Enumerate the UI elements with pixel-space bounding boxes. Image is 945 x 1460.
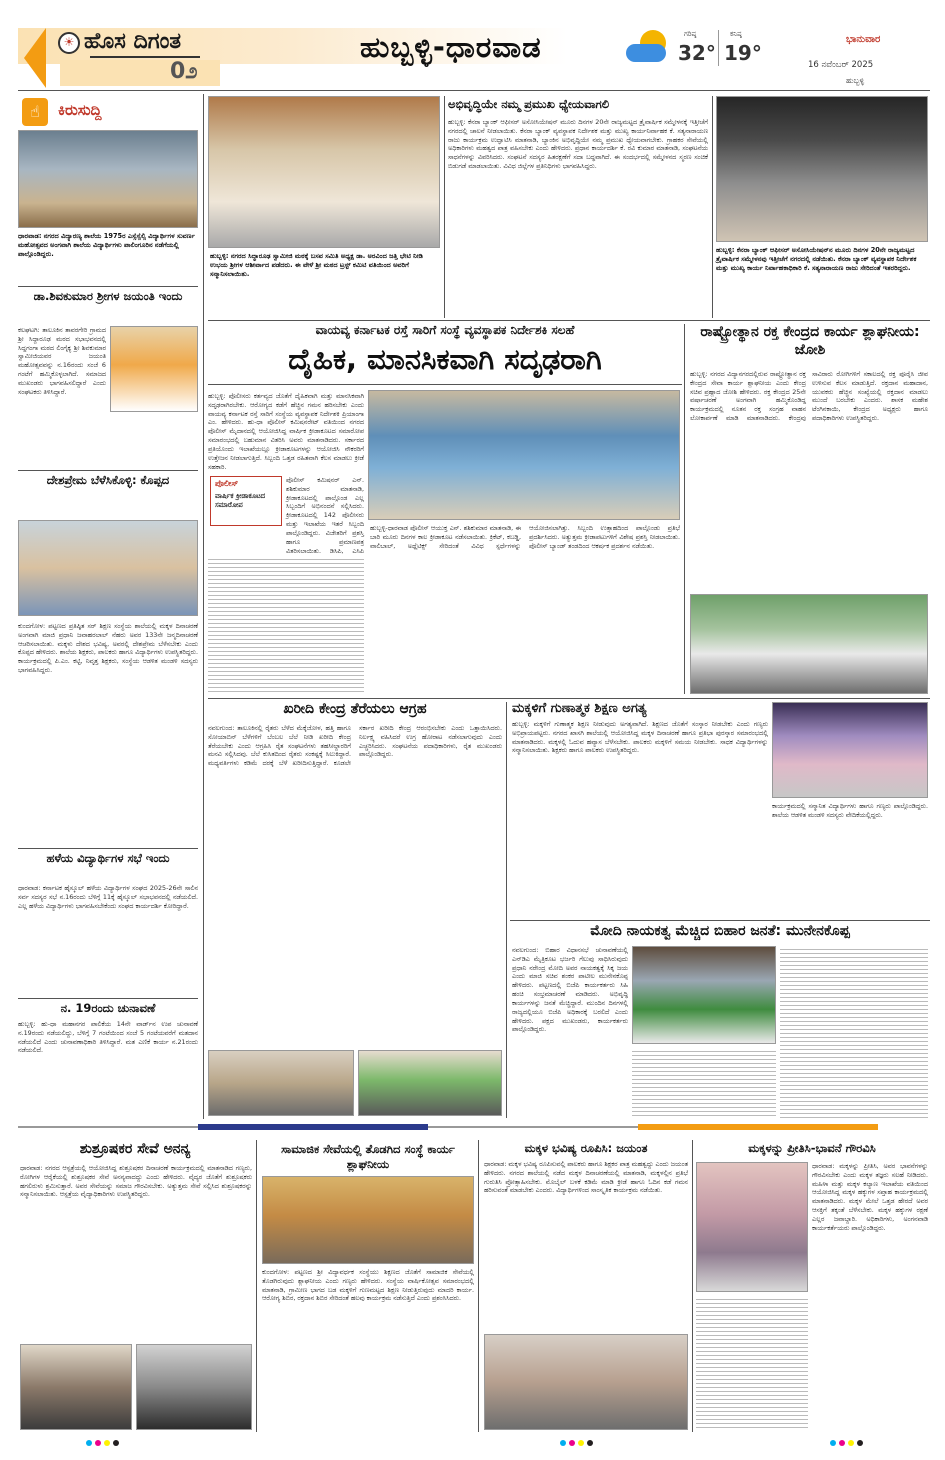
column-divider (692, 1140, 693, 1432)
education-text: ಹುಬ್ಬಳ್ಳಿ: ಮಕ್ಕಳಿಗೆ ಗುಣಾತ್ಮಕ ಶಿಕ್ಷಣ ನೀಡುವುದು ಅಗತ್ಯವಾಗಿದೆ. ಶಿಕ್ಷಣದ ಜೊತೆಗೆ ಸಂಸ್ಕಾರ ನೀಡಬೇಕು ಎಂದು ಗಣ್ಯರು ಅಭಿಪ್ರಾಯಪಟ್ಟರು. ನಗರದ ಖಾಸಗಿ ಶಾಲೆಯಲ್ಲಿ ಆಯೋಜಿಸಿದ್ದ ಮಕ್ಕಳ ದಿನಾಚರಣೆ ಹಾಗೂ ಪ್ರತಿಭಾ ಪುರಸ್ಕಾರ ಸಮಾರಂಭದಲ್ಲಿ ಮಾತನಾಡಿದರು. ಮಕ್ಕಳಲ್ಲಿ ಓದುವ ಹವ್ಯಾಸ ಬೆಳೆಸಬೇಕು. ಪಾಲಕರು ಮಕ್ಕಳಿಗೆ ಸಮಯ ನೀಡಬೇಕು. ಸಾಧಕ ವಿದ್ಯಾರ್ಥಿಗಳನ್ನು ಸನ್ಮಾನಿಸಲಾಯಿತು. ಶಿಕ್ಷಕರು ಹಾಗೂ ಪಾಲಕರು ಉಪಸ್ಥಿತರಿದ್ದರು. (512, 720, 768, 755)
masthead-date: 16 ನವೆಂಬರ್ 2025 (808, 60, 874, 70)
kirusuddi-label: ಕಿರುಸುದ್ದಿ (58, 101, 102, 119)
bottom-s4-text: ಧಾರವಾಡ: ಮಕ್ಕಳನ್ನು ಪ್ರೀತಿಸಿ, ಅವರ ಭಾವನೆಗಳನ್ನು ಗೌರವಿಸಬೇಕು ಎಂದು ಮಕ್ಕಳ ತಜ್ಞರು ಸಲಹೆ ನೀಡಿದರು. ಮಹಿಳಾ ಮತ್ತು ಮಕ್ಕಳ ಕಲ್ಯಾಣ ಇಲಾಖೆಯ ವತಿಯಿಂದ ಆಯೋಜಿಸಿದ್ದ ಮಕ್ಕಳ ಹಕ್ಕುಗಳ ಸಪ್ತಾಹ ಕಾರ್ಯಕ್ರಮದಲ್ಲಿ ಮಾತನಾಡಿದರು. ಮಕ್ಕಳ ಮೇಲೆ ಒತ್ತಡ ಹೇರದೆ ಅವರ ಆಸಕ್ತಿಗೆ ತಕ್ಕಂತೆ ಬೆಳೆಸಬೇಕು. ಮಕ್ಕಳ ಹಕ್ಕುಗಳ ರಕ್ಷಣೆ ಎಲ್ಲರ ಜವಾಬ್ದಾರಿ. ಅಧಿಕಾರಿಗಳು, ಅಂಗನವಾಡಿ ಕಾರ್ಯಕರ್ತೆಯರು ಪಾಲ್ಗೊಂಡಿದ್ದರು. (812, 1162, 928, 1232)
divider (18, 470, 198, 471)
main-text-col2: ಪೊಲೀಸ್ ಕಮಿಷನರ್ ಎನ್. ಶಶಿಕುಮಾರ ಮಾತನಾಡಿ, ಕ್ರೀಡಾಕೂಟದಲ್ಲಿ ಪಾಲ್ಗೊಂಡ ಎಲ್ಲ ಸಿಬ್ಬಂದಿಗೆ ಅಭಿನಂದನೆ ಸಲ್ಲಿಸಿದರು. ಕ್ರೀಡಾಕೂಟದಲ್ಲಿ 142 ಪೊಲೀಸರು ಮತ್ತು ಇಲಾಖೆಯ ಇತರೆ ಸಿಬ್ಬಂದಿ ಪಾಲ್ಗೊಂಡಿದ್ದರು. ವಿಜೇತರಿಗೆ ಪ್ರಶಸ್ತಿ ಹಾಗೂ ಪ್ರಮಾಣಪತ್ರ ವಿತರಿಸಲಾಯಿತು. ಡಿಸಿಪಿ, ಎಸಿಪಿ (286, 476, 364, 555)
bottom-s1-text: ಧಾರವಾಡ: ನಗರದ ಆಸ್ಪತ್ರೆಯಲ್ಲಿ ಆಯೋಜಿಸಿದ್ದ ಶುಶ್ರೂಷಕರ ದಿನಾಚರಣೆ ಕಾರ್ಯಕ್ರಮದಲ್ಲಿ ಮಾತನಾಡಿದ ಗಣ್ಯರು, ರೋಗಿಗಳ ಆರೈಕೆಯಲ್ಲಿ ಶುಶ್ರೂಷಕರ ಸೇವೆ ಅನನ್ಯವಾದದ್ದು ಎಂದು ಹೇಳಿದರು. ವೈದ್ಯರ ಜೊತೆಗೆ ಶುಶ್ರೂಷಕರು ಹಗಲಿರುಳು ಶ್ರಮಿಸುತ್ತಾರೆ. ಅವರ ಸೇವೆಯನ್ನು ಸಮಾಜ ಗೌರವಿಸಬೇಕು. ಅತ್ಯುತ್ತಮ ಸೇವೆ ಸಲ್ಲಿಸಿದ ಶುಶ್ರೂಷಕರನ್ನು ಸನ್ಮಾನಿಸಲಾಯಿತು. ಆಸ್ಪತ್ರೆಯ ವೈದ್ಯಾಧಿಕಾರಿಗಳು ಉಪಸ್ಥಿತರಿದ್ದರು. (20, 1164, 252, 1199)
purchase-centre-photo-1 (208, 1050, 354, 1116)
blood-centre-photo (690, 594, 928, 694)
page-number: 0೨ (170, 59, 198, 84)
reg-dot-cyan (86, 1440, 92, 1446)
kirusuddi-photo-1 (18, 130, 198, 228)
column-divider (478, 1140, 479, 1432)
section-rule (208, 698, 930, 699)
main-headline: ದೈಹಿಕ, ಮಾನಸಿಕವಾಗಿ ಸದೃಢರಾಗಿ (288, 342, 602, 376)
bihar-photo (632, 946, 776, 1044)
kirusuddi-item3-text: ಕುಂದಗೋಳ: ಪಟ್ಟಣದ ಪ್ರತಿಷ್ಠಿತ ಸರ್ ಶಿಕ್ಷಣ ಸಂಸ್ಥೆಯ ಶಾಲೆಯಲ್ಲಿ ಮಕ್ಕಳ ದಿನಾಚರಣೆ ಅಂಗವಾಗಿ ಮಾಜಿ ಪ್ರಧಾನಿ ಜವಾಹರಲಾಲ್ ನೆಹರು ಅವರ 133ನೇ ಜನ್ಮದಿನಾಚರಣೆ ಆಚರಿಸಲಾಯಿತು. ಮಕ್ಕಳು ದೇಶದ ಭವಿಷ್ಯ, ಅವರಲ್ಲಿ ದೇಶಪ್ರೇಮ ಬೆಳೆಸಬೇಕು ಎಂದು ಕೊಪ್ಪದ ಹೇಳಿದರು. ಶಾಲೆಯ ಶಿಕ್ಷಕರು, ಪಾಲಕರು ಹಾಗೂ ವಿದ್ಯಾರ್ಥಿಗಳು ಉಪಸ್ಥಿತರಿದ್ದರು. ಕಾರ್ಯಕ್ರಮದಲ್ಲಿ ಪಿ.ಎಂ. ಕಟ್ಟಿ, ನಿವೃತ್ತ ಶಿಕ್ಷಕರು, ಸಂಸ್ಥೆಯ ಆಡಳಿತ ಮಂಡಳಿ ಸದಸ್ಯರು ಭಾಗವಹಿಸಿದ್ದರು. (18, 622, 198, 675)
registration-dots-left (86, 1440, 119, 1446)
main-photo (368, 390, 680, 520)
reg-dot-black (587, 1440, 593, 1446)
blood-centre-text: ಹುಬ್ಬಳ್ಳಿ: ನಗರದ ವಿದ್ಯಾನಗರದಲ್ಲಿರುವ ರಾಷ್ಟ್ರೋತ್ಥಾನ ರಕ್ತ ಕೇಂದ್ರದ ಸೇವಾ ಕಾರ್ಯ ಶ್ಲಾಘನೀಯ ಎಂದು ಕೇಂದ್ರ ಸಚಿವ ಪ್ರಹ್ಲಾದ ಜೋಶಿ ಹೇಳಿದರು. ರಕ್ತ ಕೇಂದ್ರದ 25ನೇ ವರ್ಷಾಚರಣೆ ಅಂಗವಾಗಿ ಹಮ್ಮಿಕೊಂಡಿದ್ದ ಕಾರ್ಯಕ್ರಮದಲ್ಲಿ ನೂತನ ರಕ್ತ ಸಂಗ್ರಹ ವಾಹನ ಲೋಕಾರ್ಪಣೆ ಮಾಡಿ ಮಾತನಾಡಿದರು. ಕೇಂದ್ರವು ಸಾವಿರಾರು ರೋಗಿಗಳಿಗೆ ಸಕಾಲದಲ್ಲಿ ರಕ್ತ ಪೂರೈಸಿ ಜೀವ ಉಳಿಸುವ ಕೆಲಸ ಮಾಡುತ್ತಿದೆ. ರಕ್ತದಾನ ಮಹಾದಾನ, ಯುವಕರು ಹೆಚ್ಚಿನ ಸಂಖ್ಯೆಯಲ್ಲಿ ರಕ್ತದಾನ ಮಾಡಲು ಮುಂದೆ ಬರಬೇಕು ಎಂದರು. ಶಾಸಕ ಮಹೇಶ ಟೆಂಗಿನಕಾಯಿ, ಕೇಂದ್ರದ ಅಧ್ಯಕ್ಷರು ಹಾಗೂ ಪದಾಧಿಕಾರಿಗಳು ಉಪಸ್ಥಿತರಿದ್ದರು. (690, 370, 928, 423)
band-grey-mid (428, 1126, 638, 1128)
reg-dot-cyan (830, 1440, 836, 1446)
divider (18, 286, 198, 287)
masthead-day: ಭಾನುವಾರ (846, 34, 881, 45)
hand-icon: ☝ (22, 98, 48, 126)
bottom-s2-text: ಕುಂದಗೋಳ: ಪಟ್ಟಣದ ಶ್ರೀ ವಿದ್ಯಾವರ್ಧಕ ಸಂಸ್ಥೆಯು ಶಿಕ್ಷಣದ ಜೊತೆಗೆ ಸಾಮಾಜಿಕ ಸೇವೆಯಲ್ಲಿ ತೊಡಗಿರುವುದು ಶ್ಲಾಘನೀಯ ಎಂದು ಗಣ್ಯರು ಹೇಳಿದರು. ಸಂಸ್ಥೆಯ ವಾರ್ಷಿಕೋತ್ಸವ ಸಮಾರಂಭದಲ್ಲಿ ಮಾತನಾಡಿ, ಗ್ರಾಮೀಣ ಭಾಗದ ಬಡ ಮಕ್ಕಳಿಗೆ ಗುಣಮಟ್ಟದ ಶಿಕ್ಷಣ ನೀಡುತ್ತಿರುವುದು ಮಾದರಿ ಕಾರ್ಯ. ಆರೋಗ್ಯ ಶಿಬಿರ, ರಕ್ತದಾನ ಶಿಬಿರ ಸೇರಿದಂತೆ ಹಲವು ಕಾರ್ಯಕ್ರಮ ನಡೆಸುತ್ತಿದೆ ಎಂದು ಪ್ರಶಂಸಿಸಿದರು. (262, 1268, 474, 1303)
logo-tagline-line (90, 56, 200, 58)
top-photo1-caption: ಹುಬ್ಬಳ್ಳಿ: ನಗರದ ಸಿದ್ಧಾರೂಢ ಸ್ವಾಮೀಜಿ ಮಠಕ್ಕೆ ಬಸವ ಸಮಿತಿ ಅಧ್ಯಕ್ಷ ಡಾ. ಅರವಿಂದ ಜತ್ತಿ ಭೇಟಿ ನೀಡಿ ಉಭಯ ಶ್ರೀಗಳ ಆಶೀರ್ವಾದ ಪಡೆದರು. ಈ ವೇಳೆ ಶ್ರೀ ಮಠದ ಟ್ರಸ್ಟ್ ಕಮಿಟಿ ವತಿಯಿಂದ ಅವರಿಗೆ ಸನ್ಮಾನಿಸಲಾಯಿತು. (210, 252, 423, 278)
band-separator (18, 1124, 930, 1134)
column-divider (444, 96, 445, 318)
section-rule (208, 384, 682, 385)
min-temp-label: ಕನಿಷ್ಠ (730, 30, 742, 38)
main-text-col3: ಹುಬ್ಬಳ್ಳಿ-ಧಾರವಾಡ ಪೊಲೀಸ್ ಆಯುಕ್ತ ಎನ್. ಶಶಿಕುಮಾರ ಮಾತನಾಡಿ, ಈ ಬಾರಿ ಮೂರು ದಿನಗಳ ಕಾಲ ಕ್ರೀಡಾಕೂಟ ನಡೆಸಲಾಯಿತು. ಕ್ರಿಕೆಟ್, ಕಬಡ್ಡಿ, ವಾಲಿಬಾಲ್, ಅಥ್ಲೆಟಿಕ್ಸ್ ಸೇರಿದಂತೆ ವಿವಿಧ ಸ್ಪರ್ಧೆಗಳನ್ನು ಆಯೋಜಿಸಲಾಗಿತ್ತು. ಸಿಬ್ಬಂದಿ ಉತ್ಸಾಹದಿಂದ ಪಾಲ್ಗೊಂಡು ಪ್ರತಿಭೆ ಪ್ರದರ್ಶಿಸಿದರು. ಅತ್ಯುತ್ತಮ ಕ್ರೀಡಾಪಟುಗಳಿಗೆ ವಿಶೇಷ ಪ್ರಶಸ್ತಿ ನೀಡಲಾಯಿತು. ಪೊಲೀಸ್ ಬ್ಯಾಂಡ್ ತಂಡದಿಂದ ಆಕರ್ಷಕ ಪ್ರದರ್ಶನ ನಡೆಯಿತು. (370, 524, 680, 550)
masthead-city: ಹುಬ್ಬಳ್ಳಿ (846, 76, 865, 85)
registration-dots-mid (560, 1440, 593, 1446)
logo-emblem-icon: ☀ (58, 32, 80, 54)
bottom-s4-text-filler (696, 1296, 808, 1430)
masthead (0, 0, 945, 94)
kirusuddi-item3-title: ದೇಶಪ್ರೇಮ ಬೆಳೆಸಿಕೊಳ್ಳಿ: ಕೊಪ್ಪದ (46, 473, 170, 487)
bottom-s3-photo (484, 1334, 688, 1430)
bottom-s1-photo-2 (136, 1344, 252, 1430)
top-story-title: ಅಭಿವೃದ್ಧಿಯೇ ನಮ್ಮ ಪ್ರಮುಖ ಧ್ಯೇಯವಾಗಲಿ (448, 97, 610, 111)
max-temp-label: ಗರಿಷ್ಠ (684, 30, 697, 38)
bottom-s4-title: ಮಕ್ಕಳನ್ನು ಪ್ರೀತಿಸಿ-ಭಾವನೆ ಗೌರವಿಸಿ (748, 1141, 876, 1155)
bihar-text-filler-2 (780, 946, 928, 1118)
kirusuddi-item2-title: ಡಾ.ಶಿವಕುಮಾರ ಶ್ರೀಗಳ ಜಯಂತಿ ಇಂದು (33, 289, 183, 303)
reg-dot-magenta (95, 1440, 101, 1446)
column-divider (203, 94, 204, 1119)
kirusuddi-item2-text: ಕಲಘಟಗಿ: ತಾಲೂಕಿನ ತಾವರಗೇರಿ ಗ್ರಾಮದ ಶ್ರೀ ಸಿದ್ದಾರೂಢ ಮಠದ ಸಭಾಭವನದಲ್ಲಿ ಸಿದ್ದಗಂಗಾ ಮಠದ ಲಿಂಗೈಕ್ಯ ಶ್ರೀ ಶಿವಕುಮಾರ ಸ್ವಾಮೀಜಿಯವರ ಜಯಂತಿ ಮಹೋತ್ಸವವನ್ನು ನ.16ರಂದು ಸಂಜೆ 6 ಗಂಟೆಗೆ ಹಮ್ಮಿಕೊಳ್ಳಲಾಗಿದೆ. ಸಮಾಜದ ಮುಖಂಡರು ಭಾಗವಹಿಸಲಿದ್ದಾರೆ ಎಂದು ಸಂಘಟಕರು ತಿಳಿಸಿದ್ದಾರೆ. (18, 326, 106, 396)
purchase-centre-title: ಖರೀದಿ ಕೇಂದ್ರ ತೆರೆಯಲು ಆಗ್ರಹ (283, 701, 427, 717)
bottom-s2-title: ಸಾಮಾಜಿಕ ಸೇವೆಯಲ್ಲಿ ತೊಡಗಿದ ಸಂಸ್ಥೆ ಕಾರ್ಯ ಶ್ಲಾಘನೀಯ (281, 1142, 455, 1171)
logo-block (20, 26, 230, 92)
purchase-centre-photo-2 (358, 1050, 502, 1116)
bottom-s1-photo-1 (20, 1344, 132, 1430)
column-divider (506, 702, 507, 1118)
reg-dot-magenta (569, 1440, 575, 1446)
kirusuddi-photo-2 (110, 326, 198, 412)
reg-dot-cyan (560, 1440, 566, 1446)
top-photo-1 (208, 96, 440, 248)
reg-dot-yellow (848, 1440, 854, 1446)
min-temp: 19° (724, 41, 762, 65)
badge-line2: ವಾರ್ಷಿಕ ಕ್ರೀಡಾಕೂಟದ ಸಮಾರೋಪ (215, 491, 266, 509)
main-kicker: ವಾಯವ್ಯ ಕರ್ನಾಟಕ ರಸ್ತೆ ಸಾರಿಗೆ ಸಂಸ್ಥೆ ವ್ಯವಸ್ಥಾಪಕ ನಿರ್ದೇಶಕಿ ಸಲಹೆ (315, 323, 575, 337)
column-divider (256, 1140, 257, 1432)
badge-line1: ಪೊಲೀಸ್ (215, 479, 239, 488)
kirusuddi-column (18, 94, 198, 1114)
reg-dot-yellow (578, 1440, 584, 1446)
logo-shape (24, 28, 46, 88)
column-divider (684, 324, 685, 694)
band-orange (638, 1124, 878, 1130)
main-text-filler-1 (208, 556, 364, 692)
kirusuddi-item4-text: ಧಾರವಾಡ: ಕರ್ನಾಟಕ ಹೈಸ್ಕೂಲ್ ಹಳೆಯ ವಿದ್ಯಾರ್ಥಿಗಳ ಸಂಘದ 2025-26ನೇ ಸಾಲಿನ ಸರ್ವ ಸದಸ್ಯರ ಸಭೆ ನ.16ರಂದು ಬೆಳಿಗ್ಗೆ 11ಕ್ಕೆ ಹೈಸ್ಕೂಲ್ ಸಭಾಭವನದಲ್ಲಿ ನಡೆಯಲಿದೆ. ಎಲ್ಲ ಹಳೆಯ ವಿದ್ಯಾರ್ಥಿಗಳು ಭಾಗವಹಿಸಬೇಕೆಂದು ಸಂಘದ ಕಾರ್ಯದರ್ಶಿ ಕೋರಿದ್ದಾರೆ. (18, 884, 198, 910)
education-photo-caption: ಕಾರ್ಯಕ್ರಮದಲ್ಲಿ ಸನ್ಮಾನಿತ ವಿದ್ಯಾರ್ಥಿಗಳು ಹಾಗೂ ಗಣ್ಯರು ಪಾಲ್ಗೊಂಡಿದ್ದರು. ಶಾಲೆಯ ಆಡಳಿತ ಮಂಡಳಿ ಸದಸ್ಯರು ವೇದಿಕೆಯಲ್ಲಿದ್ದರು. (772, 802, 928, 819)
kirusuddi-item1-text: ಧಾರವಾಡ: ನಗರದ ವಿದ್ಯಾರಣ್ಯ ಶಾಲೆಯ 1975ರ ಎಸ್ಸೆಸ್ಸೆಲ್ಸಿ ವಿದ್ಯಾರ್ಥಿಗಳ ಸುವರ್ಣ ಮಹೋತ್ಸವದ ಅಂಗವಾಗಿ ಶಾಲೆಯ ವಿದ್ಯಾರ್ಥಿಗಳು ಪಾಲಿಂಗೂರಿನ ನಡೆಗೆಯಲ್ಲಿ ಪಾಲ್ಗೊಂಡಿದ್ದರು. (18, 232, 195, 258)
top-story-text: ಹುಬ್ಬಳ್ಳಿ: ಕೆನರಾ ಬ್ಯಾಂಕ್ ಆಫೀಸರ್ ಅಸೋಸಿಯೇಷನ್ ಮೂರು ದಿನಗಳ 20ನೇ ರಾಜ್ಯಮಟ್ಟದ ತ್ರೈವಾರ್ಷಿಕ ಸಮ್ಮೇಳನಕ್ಕೆ ಇತ್ತೀಚೆಗೆ ನಗರದಲ್ಲಿ ಚಾಲನೆ ನೀಡಲಾಯಿತು. ಕೆನರಾ ಬ್ಯಾಂಕ್ ವ್ಯವಸ್ಥಾಪಕ ನಿರ್ದೇಶಕ ಮತ್ತು ಮುಖ್ಯ ಕಾರ್ಯನಿರ್ವಾಹಕ ಕೆ. ಸತ್ಯನಾರಾಯಣ ರಾಜು ಕಾರ್ಯಕ್ರಮ ಉದ್ಘಾಟಿಸಿ ಮಾತನಾಡಿ, ಬ್ಯಾಂಕಿನ ಅಭಿವೃದ್ಧಿಯೇ ನಮ್ಮ ಪ್ರಮುಖ ಧ್ಯೇಯವಾಗಬೇಕು. ಗ್ರಾಹಕರ ಸೇವೆಯಲ್ಲಿ ಅಧಿಕಾರಿಗಳು ಮಹತ್ವದ ಪಾತ್ರ ವಹಿಸಬೇಕು ಎಂದು ಹೇಳಿದರು. ಪ್ರಧಾನ ಕಾರ್ಯದರ್ಶಿ ಕೆ. ರವಿ ಕುಮಾರ ಮಾತನಾಡಿ, ಸಂಘಟನೆಯ ಸಾಧನೆಗಳನ್ನು ವಿವರಿಸಿದರು. ಸಂಘಟನೆ ಸದಸ್ಯರ ಹಿತರಕ್ಷಣೆಗೆ ಸದಾ ಬದ್ಧವಾಗಿದೆ. ಈ ಸಂದರ್ಭದಲ್ಲಿ ಸಮ್ಮೇಳನದ ಸ್ಮರಣ ಸಂಚಿಕೆ ಬಿಡುಗಡೆ ಮಾಡಲಾಯಿತು. ವಿವಿಧ ಜಿಲ್ಲೆಗಳ ಪ್ರತಿನಿಧಿಗಳು ಭಾಗವಹಿಸಿದ್ದರು. (448, 118, 708, 171)
purchase-centre-text: ನವಲಗುಂದ: ತಾಲೂಕಿನಲ್ಲಿ ರೈತರು ಬೆಳೆದ ಮೆಕ್ಕೆಜೋಳ, ಹತ್ತಿ ಹಾಗೂ ಸೋಯಾಬಿನ್ ಬೆಳೆಗಳಿಗೆ ಬೆಂಬಲ ಬೆಲೆ ನೀಡಿ ಖರೀದಿ ಕೇಂದ್ರ ತೆರೆಯಬೇಕು ಎಂದು ಆಗ್ರಹಿಸಿ ರೈತ ಸಂಘಟನೆಗಳು ತಹಸೀಲ್ದಾರರಿಗೆ ಮನವಿ ಸಲ್ಲಿಸಿದವು. ಬೆಲೆ ಕುಸಿತದಿಂದ ರೈತರು ಸಂಕಷ್ಟಕ್ಕೆ ಸಿಲುಕಿದ್ದಾರೆ. ಮಧ್ಯವರ್ತಿಗಳು ಕಡಿಮೆ ದರಕ್ಕೆ ಬೆಳೆ ಖರೀದಿಸುತ್ತಿದ್ದಾರೆ. ಕೂಡಲೇ ಸರ್ಕಾರ ಖರೀದಿ ಕೇಂದ್ರ ಆರಂಭಿಸಬೇಕು ಎಂದು ಒತ್ತಾಯಿಸಿದರು. ನಿರ್ಲಕ್ಷ್ಯ ವಹಿಸಿದರೆ ಉಗ್ರ ಹೋರಾಟ ನಡೆಸಲಾಗುವುದು ಎಂದು ಎಚ್ಚರಿಸಿದರು. ಸಂಘಟನೆಯ ಪದಾಧಿಕಾರಿಗಳು, ರೈತ ಮುಖಂಡರು ಪಾಲ್ಗೊಂಡಿದ್ದರು. (208, 724, 502, 768)
weather-divider (718, 30, 719, 66)
section-rule (208, 320, 930, 321)
registration-dots-right (830, 1440, 863, 1446)
max-temp: 32° (678, 41, 716, 65)
divider (18, 848, 198, 849)
band-blue (198, 1124, 428, 1130)
kirusuddi-item4-title: ಹಳೆಯ ವಿದ್ಯಾರ್ಥಿಗಳ ಸಭೆ ಇಂದು (46, 851, 170, 865)
weather-cloud-icon (626, 44, 666, 62)
top-photo-2 (716, 96, 928, 242)
kirusuddi-header (18, 94, 198, 130)
bottom-s2-photo (262, 1176, 474, 1264)
edition-title: ಹುಬ್ಬಳ್ಳಿ-ಧಾರವಾಡ (360, 30, 542, 64)
main-badge (210, 476, 282, 526)
top-photo2-caption: ಹುಬ್ಬಳ್ಳಿ: ಕೆನರಾ ಬ್ಯಾಂಕ್ ಆಫೀಸರ್ ಅಸೋಸಿಯೇಷನ್‌ನ ಮೂರು ದಿನಗಳ 20ನೇ ರಾಜ್ಯಮಟ್ಟದ ತ್ರೈವಾರ್ಷಿಕ ಸಮ್ಮೇಳನವು ಇತ್ತೀಚೆಗೆ ನಗರದಲ್ಲಿ ನಡೆಯಿತು. ಕೆನರಾ ಬ್ಯಾಂಕ್ ವ್ಯವಸ್ಥಾಪಕ ನಿರ್ದೇಶಕ ಮತ್ತು ಮುಖ್ಯ ಕಾರ್ಯ ನಿರ್ವಾಹಕಾಧಿಕಾರಿ ಕೆ. ಸತ್ಯನಾರಾಯಣ ರಾಜು ಸೇರಿದಂತೆ ಇತರರಿದ್ದರು. (716, 246, 917, 272)
kirusuddi-item5-text: ಹುಬ್ಬಳ್ಳಿ: ಹು-ಧಾ ಮಹಾನಗರ ಪಾಲಿಕೆಯ 14ನೇ ವಾರ್ಡ್‌ನ ಉಪ ಚುನಾವಣೆ ನ.19ರಂದು ನಡೆಯಲಿದ್ದು, ಬೆಳಿಗ್ಗೆ 7 ಗಂಟೆಯಿಂದ ಸಂಜೆ 5 ಗಂಟೆಯವರೆಗೆ ಮತದಾನ ನಡೆಯಲಿದೆ ಎಂದು ಚುನಾವಣಾಧಿಕಾರಿ ತಿಳಿಸಿದ್ದಾರೆ. ಮತ ಎಣಿಕೆ ಕಾರ್ಯ ನ.21ರಂದು ನಡೆಯಲಿದೆ. (18, 1020, 198, 1055)
reg-dot-yellow (104, 1440, 110, 1446)
bihar-title: ಮೋದಿ ನಾಯಕತ್ವ ಮೆಚ್ಚಿದ ಬಿಹಾರ ಜನತೆ: ಮುನೇನಕೊಪ್ಪ (590, 923, 850, 939)
band-grey-left (18, 1126, 198, 1128)
column-divider (712, 96, 713, 318)
kirusuddi-item5-title: ನ. 19ರಂದು ಚುನಾವಣೆ (60, 1001, 156, 1015)
divider (18, 998, 198, 999)
reg-dot-black (113, 1440, 119, 1446)
bihar-text-filler-1 (632, 1048, 776, 1118)
main-text-col1-top: ಹುಬ್ಬಳ್ಳಿ: ಪೊಲೀಸರು ಕರ್ತವ್ಯದ ಜೊತೆಗೆ ದೈಹಿಕವಾಗಿ ಮತ್ತು ಮಾನಸಿಕವಾಗಿ ಸದೃಢರಾಗಿರಬೇಕು. ಆರೋಗ್ಯದ ಕಡೆಗೆ ಹೆಚ್ಚಿನ ಗಮನ ಹರಿಸಬೇಕು ಎಂದು ವಾಯವ್ಯ ಕರ್ನಾಟಕ ರಸ್ತೆ ಸಾರಿಗೆ ಸಂಸ್ಥೆಯ ವ್ಯವಸ್ಥಾಪಕ ನಿರ್ದೇಶಕಿ ಪ್ರಿಯಾಂಗಾ ಎಂ. ಹೇಳಿದರು. ಹು-ಧಾ ಪೊಲೀಸ್ ಕಮಿಷನರೇಟ್ ವತಿಯಿಂದ ನಗರದ ಪೊಲೀಸ್ ಮೈದಾನದಲ್ಲಿ ಆಯೋಜಿಸಿದ್ದ ವಾರ್ಷಿಕ ಕ್ರೀಡಾಕೂಟದ ಸಮಾರೋಪ ಸಮಾರಂಭದಲ್ಲಿ ಬಹುಮಾನ ವಿತರಿಸಿ ಅವರು ಮಾತನಾಡಿದರು. ಸರ್ಕಾರದ ಪ್ರತಿಯೊಂದು ಇಲಾಖೆಯಲ್ಲೂ ಕ್ರೀಡಾಕೂಟಗಳನ್ನು ಆಯೋಜಿಸಿ ನೌಕರರಿಗೆ ಉತ್ತೇಜನ ನೀಡಲಾಗುತ್ತಿದೆ. ಸಿಬ್ಬಂದಿ ಒತ್ತಡ ರಹಿತವಾಗಿ ಕೆಲಸ ಮಾಡಲು ಕ್ರೀಡೆ ಸಹಕಾರಿ. (208, 392, 364, 471)
education-photo (772, 702, 928, 798)
education-title: ಮಕ್ಕಳಿಗೆ ಗುಣಾತ್ಮಕ ಶಿಕ್ಷಣ ಅಗತ್ಯ (512, 701, 647, 716)
reg-dot-black (857, 1440, 863, 1446)
reg-dot-magenta (839, 1440, 845, 1446)
kirusuddi-photo-3 (18, 520, 198, 616)
masthead-rule (18, 90, 930, 91)
main-text-col1-side (286, 476, 364, 555)
blood-centre-title: ರಾಷ್ಟ್ರೋತ್ಥಾನ ರಕ್ತ ಕೇಂದ್ರದ ಕಾರ್ಯ ಶ್ಲಾಘನೀಯ: ಜೋಶಿ (700, 324, 920, 358)
bottom-s4-photo (696, 1162, 808, 1292)
bihar-text: ನವಲಗುಂದ: ಬಿಹಾರ ವಿಧಾನಸಭೆ ಚುನಾವಣೆಯಲ್ಲಿ ಎನ್‌ಡಿಎ ಮೈತ್ರಿಕೂಟ ಭರ್ಜರಿ ಗೆಲುವು ಸಾಧಿಸಿರುವುದು ಪ್ರಧಾನಿ ನರೇಂದ್ರ ಮೋದಿ ಅವರ ನಾಯಕತ್ವಕ್ಕೆ ಸಿಕ್ಕ ಜಯ ಎಂದು ಮಾಜಿ ಸಚಿವ ಶಂಕರ ಪಾಟೀಲ ಮುನೇನಕೊಪ್ಪ ಹೇಳಿದರು. ಪಟ್ಟಣದಲ್ಲಿ ಬಿಜೆಪಿ ಕಾರ್ಯಕರ್ತರು ಸಿಹಿ ಹಂಚಿ ಸಂಭ್ರಮಾಚರಣೆ ಮಾಡಿದರು. ಅಭಿವೃದ್ಧಿ ಕಾರ್ಯಗಳನ್ನು ಜನತೆ ಮೆಚ್ಚಿದ್ದಾರೆ. ಮುಂದಿನ ದಿನಗಳಲ್ಲಿ ರಾಜ್ಯದಲ್ಲಿಯೂ ಬಿಜೆಪಿ ಅಧಿಕಾರಕ್ಕೆ ಬರಲಿದೆ ಎಂದು ಹೇಳಿದರು. ಪಕ್ಷದ ಮುಖಂಡರು, ಕಾರ್ಯಕರ್ತರು ಪಾಲ್ಗೊಂಡಿದ್ದರು. (512, 946, 628, 1034)
bottom-s3-text: ಧಾರವಾಡ: ಮಕ್ಕಳ ಭವಿಷ್ಯ ರೂಪಿಸುವಲ್ಲಿ ಪಾಲಕರು ಹಾಗೂ ಶಿಕ್ಷಕರ ಪಾತ್ರ ಮಹತ್ವದ್ದು ಎಂದು ಜಯಂತ ಹೇಳಿದರು. ನಗರದ ಶಾಲೆಯಲ್ಲಿ ನಡೆದ ಮಕ್ಕಳ ದಿನಾಚರಣೆಯಲ್ಲಿ ಮಾತನಾಡಿ, ಮಕ್ಕಳಲ್ಲಿನ ಪ್ರತಿಭೆ ಗುರುತಿಸಿ ಪ್ರೋತ್ಸಾಹಿಸಬೇಕು. ಮೊಬೈಲ್ ಬಳಕೆ ಕಡಿಮೆ ಮಾಡಿ ಕ್ರೀಡೆ ಹಾಗೂ ಓದಿನ ಕಡೆ ಗಮನ ಹರಿಸುವಂತೆ ಮಾಡಬೇಕು ಎಂದರು. ವಿದ್ಯಾರ್ಥಿಗಳಿಂದ ಸಾಂಸ್ಕೃತಿಕ ಕಾರ್ಯಕ್ರಮ ನಡೆಯಿತು. (484, 1160, 688, 1195)
logo-text: ಹೊಸ ದಿಗಂತ (84, 29, 182, 54)
bottom-s3-title: ಮಕ್ಕಳ ಭವಿಷ್ಯ ರೂಪಿಸಿ: ಜಯಂತ (524, 1141, 648, 1155)
bottom-s1-title: ಶುಶ್ರೂಷಕರ ಸೇವೆ ಅನನ್ಯ (79, 1141, 191, 1157)
section-rule (510, 920, 930, 921)
